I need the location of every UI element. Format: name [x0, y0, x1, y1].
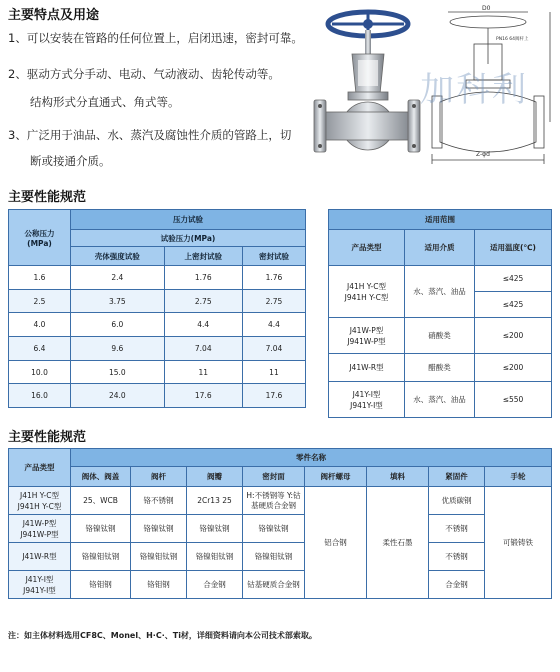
col-body: 阀体、阀盖	[71, 467, 131, 487]
parts-header: 零件名称	[71, 449, 552, 467]
nominal-pressure-cell: 6.4	[9, 337, 71, 361]
nominal-pressure-cell: 10.0	[9, 360, 71, 384]
col-seal-face: 密封面	[243, 467, 305, 487]
scope-header: 适用范围	[329, 210, 552, 230]
materials-table	[8, 448, 552, 599]
nominal-pressure-cell: 16.0	[9, 384, 71, 408]
pressure-row	[9, 360, 306, 384]
feature-item-3b: 断或接通介质。	[30, 154, 111, 168]
col-stem: 阀杆	[131, 467, 187, 487]
mat-row-3-body: 铬镍钼钛钢	[71, 543, 131, 571]
test-pressure-cell: 2.75	[242, 289, 305, 313]
watermark: 加科利	[420, 70, 528, 110]
test-pressure-cell: 3.75	[71, 289, 165, 313]
col-medium: 适用介质	[405, 230, 475, 266]
mat-row-2-fastener: 不锈钢	[429, 515, 485, 543]
test-pressure-cell: 4.4	[242, 313, 305, 337]
features-title: 主要特点及用途	[8, 8, 100, 23]
mat-row-4-body: 铬钼钢	[71, 571, 131, 599]
pressure-test-header: 压力试验	[71, 210, 306, 230]
test-pressure-cell: 11	[242, 360, 305, 384]
mat-row-3-fastener: 不锈钢	[429, 543, 485, 571]
test-pressure-cell: 24.0	[71, 384, 165, 408]
pressure-row	[9, 289, 306, 313]
test-pressure-cell: 1.76	[242, 266, 305, 290]
col-shell-strength: 壳体强度试验	[71, 247, 165, 266]
test-pressure-cell: 7.04	[164, 337, 242, 361]
scope-row-4-temp: ≤550	[475, 382, 552, 418]
pressure-row	[9, 313, 306, 337]
col-fastener: 紧固件	[429, 467, 485, 487]
drawing-label-zd: Z-φd	[476, 151, 490, 158]
col-upper-seal: 上密封试验	[164, 247, 242, 266]
test-pressure-header: 试验压力(MPa)	[71, 230, 306, 247]
mat-row-2-seal: 铬镍钛钢	[243, 515, 305, 543]
nominal-pressure-cell: 2.5	[9, 289, 71, 313]
packing-value: 柔性石墨	[367, 487, 429, 599]
scope-row-3-model: J41W-R型	[329, 354, 405, 382]
mat-row-3-stem: 铬镍钼钛钢	[131, 543, 187, 571]
mat-row-4-stem: 铬钼钢	[131, 571, 187, 599]
test-pressure-cell: 11	[164, 360, 242, 384]
test-pressure-cell: 17.6	[242, 384, 305, 408]
feature-item-2b: 结构形式分直通式、角式等。	[30, 95, 180, 109]
mat-row-4-seal: 钴基硬质合金钢	[243, 571, 305, 599]
scope-row-1-temp-a: ≤425	[475, 266, 552, 292]
col-temperature: 适用温度(℃)	[475, 230, 552, 266]
mat-row-1-stem: 铬不锈钢	[131, 487, 187, 515]
pressure-row	[9, 266, 306, 290]
pressure-test-table	[8, 209, 306, 408]
scope-row-1-model: J41H Y-C型 J941H Y-C型	[329, 266, 405, 318]
perf-title-2: 主要性能规范	[8, 430, 87, 445]
pressure-row	[9, 384, 306, 408]
feature-item-1: 1、可以安装在管路的任何位置上，启闭迅速，密封可靠。	[8, 31, 303, 45]
handwheel-value: 可锻铸铁	[485, 487, 552, 599]
scope-row-2-medium: 硝酸类	[405, 318, 475, 354]
mat-row-3-disc: 铬镍钼钛钢	[187, 543, 243, 571]
nominal-pressure-cell: 1.6	[9, 266, 71, 290]
perf-title-1: 主要性能规范	[8, 190, 87, 205]
mat-row-1-seal: H:不锈钢等 Y:钴基硬质合金钢	[243, 487, 305, 515]
scope-row-2-temp: ≤200	[475, 318, 552, 354]
mat-row-1-body: 25、WCB	[71, 487, 131, 515]
mat-row-1-model: J41H Y-C型 J941H Y-C型	[9, 487, 71, 515]
stem-nut-value: 铝合钢	[305, 487, 367, 599]
scope-row-3-temp: ≤200	[475, 354, 552, 382]
feature-item-2: 2、驱动方式分手动、电动、气动液动、齿轮传动等。	[8, 67, 280, 81]
valve-photo	[312, 4, 422, 176]
nominal-pressure-header: 公称压力 (MPa)	[9, 210, 71, 266]
test-pressure-cell: 7.04	[242, 337, 305, 361]
test-pressure-cell: 9.6	[71, 337, 165, 361]
mat-row-3-model: J41W-R型	[9, 543, 71, 571]
col-stem-nut: 阀杆螺母	[305, 467, 367, 487]
mat-row-2-body: 铬镍钛钢	[71, 515, 131, 543]
col-product-type: 产品类型	[329, 230, 405, 266]
application-scope-table	[328, 209, 552, 418]
mat-row-2-model: J41W-P型 J941W-P型	[9, 515, 71, 543]
pressure-row	[9, 337, 306, 361]
scope-row-4-model: J41Y-I型 J941Y-I型	[329, 382, 405, 418]
test-pressure-cell: 6.0	[71, 313, 165, 337]
col-handwheel: 手轮	[485, 467, 552, 487]
col-seal: 密封试验	[242, 247, 305, 266]
scope-row-4-medium: 水、蒸汽、油品	[405, 382, 475, 418]
drawing-label-pn: PN16 64阀杆上	[496, 37, 529, 42]
nominal-pressure-cell: 4.0	[9, 313, 71, 337]
feature-item-3: 3、广泛用于油品、水、蒸汽及腐蚀性介质的管路上，切	[8, 128, 292, 142]
scope-row-1-medium: 水、蒸汽、油品	[405, 266, 475, 318]
scope-row-2-model: J41W-P型 J941W-P型	[329, 318, 405, 354]
product-type-header: 产品类型	[9, 449, 71, 487]
mat-row-4-fastener: 合金钢	[429, 571, 485, 599]
test-pressure-cell: 1.76	[164, 266, 242, 290]
mat-row-1-disc: 2Cr13 25	[187, 487, 243, 515]
test-pressure-cell: 2.4	[71, 266, 165, 290]
test-pressure-cell: 4.4	[164, 313, 242, 337]
mat-row-4-disc: 合金钢	[187, 571, 243, 599]
col-packing: 填料	[367, 467, 429, 487]
scope-row-3-medium: 醋酸类	[405, 354, 475, 382]
test-pressure-cell: 15.0	[71, 360, 165, 384]
mat-row-1-fastener: 优质碳钢	[429, 487, 485, 515]
mat-row-4-model: J41Y-I型 J941Y-I型	[9, 571, 71, 599]
drawing-label-d0: D0	[482, 5, 491, 12]
mat-row-3-seal: 铬镍钼钛钢	[243, 543, 305, 571]
mat-row-2-disc: 铬镍钛钢	[187, 515, 243, 543]
test-pressure-cell: 17.6	[164, 384, 242, 408]
mat-row-2-stem: 铬镍钛钢	[131, 515, 187, 543]
footnote: 注：如主体材料选用CF8C、Monel、H·C·、Ti材，详细资料请向本公司技术部索取。	[8, 631, 317, 640]
scope-row-1-temp-b: ≤425	[475, 292, 552, 318]
test-pressure-cell: 2.75	[164, 289, 242, 313]
col-disc: 阀瓣	[187, 467, 243, 487]
